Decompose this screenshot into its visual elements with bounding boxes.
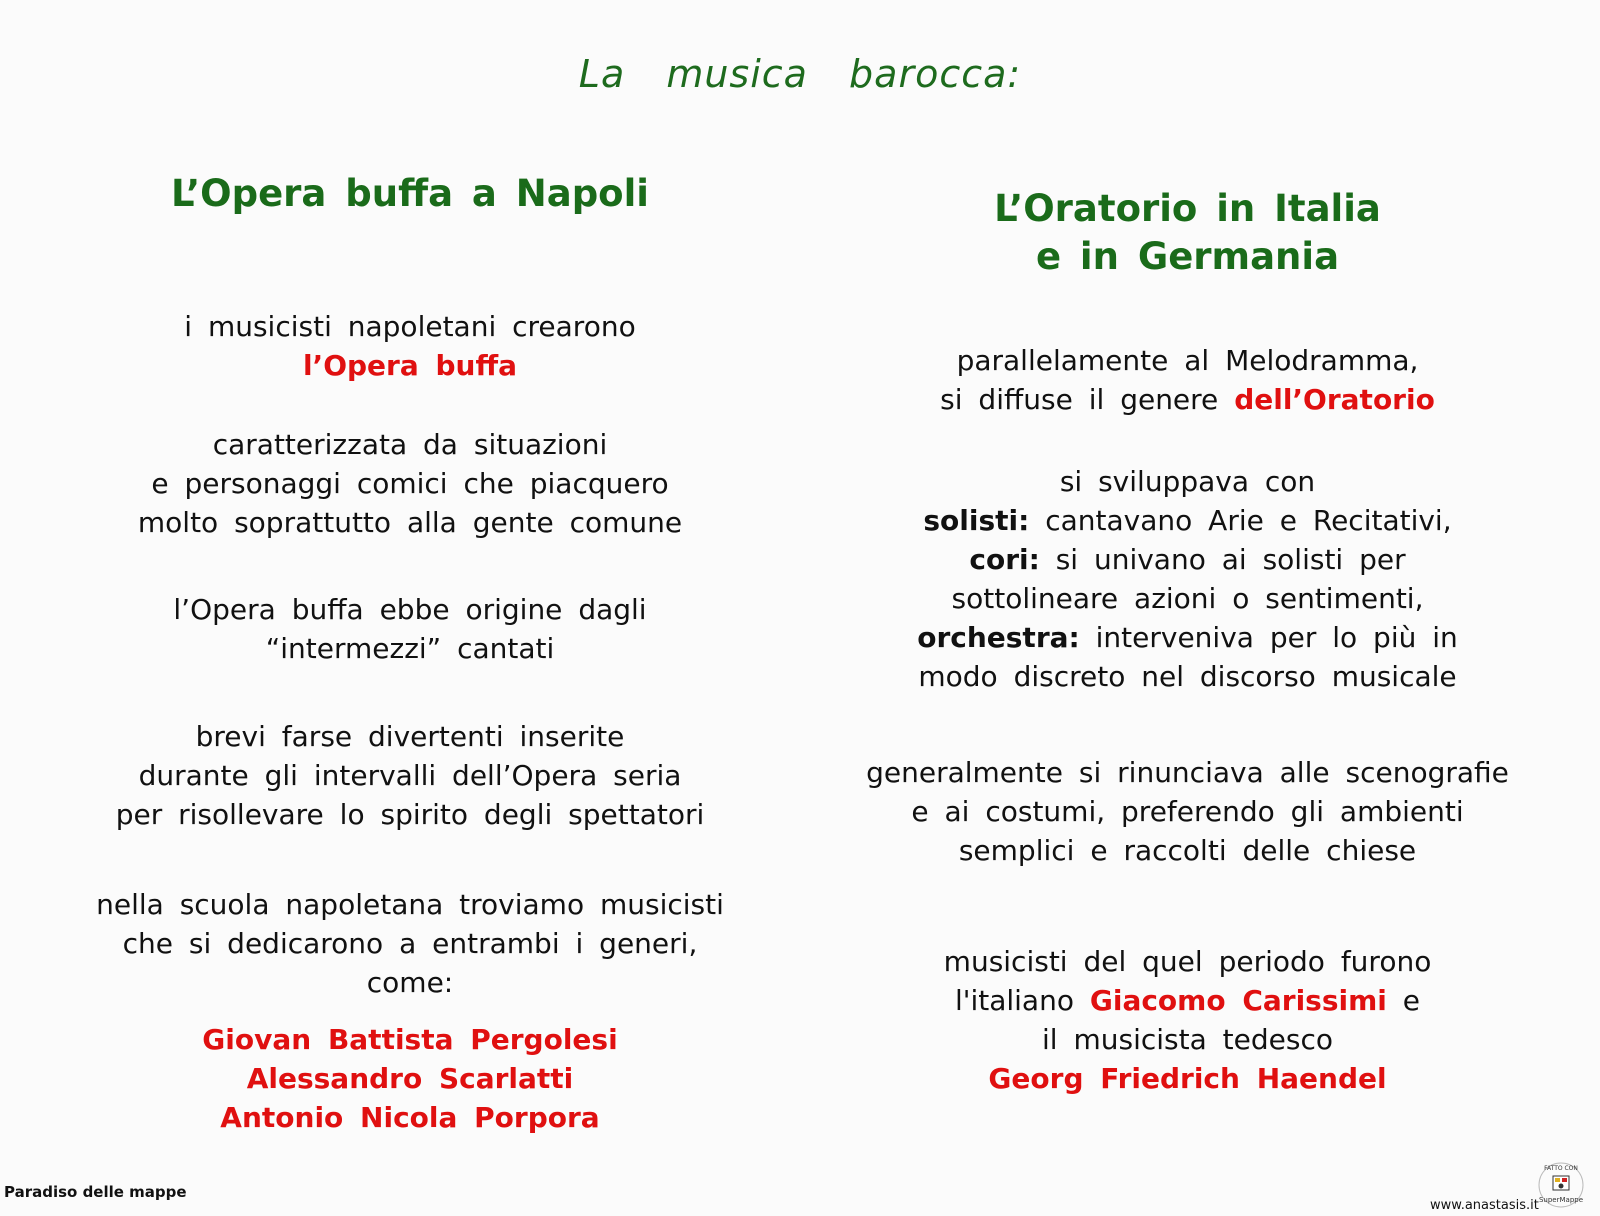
- cori-text: si univano ai solisti per: [1039, 543, 1406, 576]
- left-p3-line2: “intermezzi” cantati: [265, 632, 555, 665]
- composer-porpora: Antonio Nicola Porpora: [220, 1101, 600, 1134]
- composer-haendel: Georg Friedrich Haendel: [988, 1062, 1387, 1095]
- footer-website: www.anastasis.it: [1430, 1198, 1539, 1213]
- right-p1-line1: parallelamente al Melodramma,: [956, 344, 1419, 377]
- footer-brand: Paradiso delle mappe: [4, 1183, 187, 1201]
- right-p1-line2: [800, 380, 1575, 419]
- right-p4-line2-prefix: l'italiano: [954, 984, 1090, 1017]
- right-p2-line6: modo discreto nel discorso musicale: [918, 660, 1457, 693]
- right-p2-solisti: [800, 501, 1575, 540]
- right-p2-cori: [800, 540, 1575, 579]
- right-paragraph-3: [800, 753, 1575, 870]
- left-p5-line3: come:: [366, 966, 454, 999]
- left-paragraph-1: [40, 307, 780, 385]
- right-heading-line1: L’Oratorio in Italia: [994, 187, 1381, 230]
- cori-label: cori:: [969, 543, 1040, 576]
- left-p2-line3: molto soprattutto alla gente comune: [137, 506, 683, 539]
- right-p4-line2-suffix: e: [1386, 984, 1421, 1017]
- right-paragraph-4: [800, 942, 1575, 1098]
- left-p1-line1: i musicisti napoletani crearono: [184, 310, 636, 343]
- logo-emblem-red: [1562, 1178, 1567, 1182]
- left-p5-line2: che si dedicarono a entrambi i generi,: [122, 927, 698, 960]
- orchestra-text: interveniva per lo più in: [1079, 621, 1458, 654]
- left-paragraph-2: [40, 425, 780, 542]
- left-p2-line1: caratterizzata da situazioni: [212, 428, 608, 461]
- left-p5-line1: nella scuola napoletana troviamo musicisti: [96, 888, 724, 921]
- solisti-text: cantavano Arie e Recitativi,: [1029, 504, 1452, 537]
- left-paragraph-5: [40, 885, 780, 1002]
- composer-pergolesi: Giovan Battista Pergolesi: [202, 1023, 618, 1056]
- left-p4-line3: per risollevare lo spirito degli spettatori: [115, 798, 705, 831]
- right-p2-orchestra: [800, 618, 1575, 657]
- right-p1-line2-prefix: si diffuse il genere: [940, 383, 1235, 416]
- supermappe-logo: [1536, 1160, 1586, 1210]
- right-p4-line1: musicisti del quel periodo furono: [943, 945, 1432, 978]
- left-p4-line2: durante gli intervalli dell’Opera seria: [138, 759, 682, 792]
- right-p4-line3: il musicista tedesco: [1042, 1023, 1333, 1056]
- composer-carissimi: Giacomo Carissimi: [1089, 984, 1387, 1017]
- left-heading-text: L’Opera buffa a Napoli: [171, 172, 649, 215]
- logo-top-text: FATTO CON: [1544, 1165, 1578, 1172]
- right-p1-highlight: dell’Oratorio: [1234, 383, 1435, 416]
- right-p2-line4: sottolineare azioni o sentimenti,: [951, 582, 1424, 615]
- right-heading-line2: e in Germania: [1035, 235, 1340, 278]
- left-paragraph-3: [40, 590, 780, 668]
- right-p4-line2: [800, 981, 1575, 1020]
- logo-paw: [1559, 1184, 1564, 1189]
- solisti-label: solisti:: [923, 504, 1030, 537]
- right-p3-line2: e ai costumi, preferendo gli ambienti: [911, 795, 1464, 828]
- orchestra-label: orchestra:: [917, 621, 1080, 654]
- left-p2-line2: e personaggi comici che piacquero: [151, 467, 669, 500]
- right-p3-line1: generalmente si rinunciava alle scenografie: [866, 756, 1509, 789]
- left-composer-list: [40, 1020, 780, 1137]
- composer-scarlatti: Alessandro Scarlatti: [246, 1062, 574, 1095]
- right-heading: [800, 185, 1575, 281]
- right-p2-line1: si sviluppava con: [1059, 465, 1316, 498]
- left-p1-highlight: l’Opera buffa: [302, 349, 518, 382]
- left-p4-line1: brevi farse divertenti inserite: [195, 720, 625, 753]
- right-paragraph-1: [800, 341, 1575, 419]
- right-p3-line3: semplici e raccolti delle chiese: [958, 834, 1417, 867]
- right-paragraph-2: [800, 462, 1575, 696]
- logo-bottom-text: SuperMappe: [1538, 1196, 1584, 1204]
- page-title: La musica barocca:: [578, 52, 1022, 96]
- left-p3-line1: l’Opera buffa ebbe origine dagli: [173, 593, 647, 626]
- logo-emblem-yellow: [1555, 1178, 1560, 1182]
- left-heading: [40, 170, 780, 218]
- left-paragraph-4: [40, 717, 780, 834]
